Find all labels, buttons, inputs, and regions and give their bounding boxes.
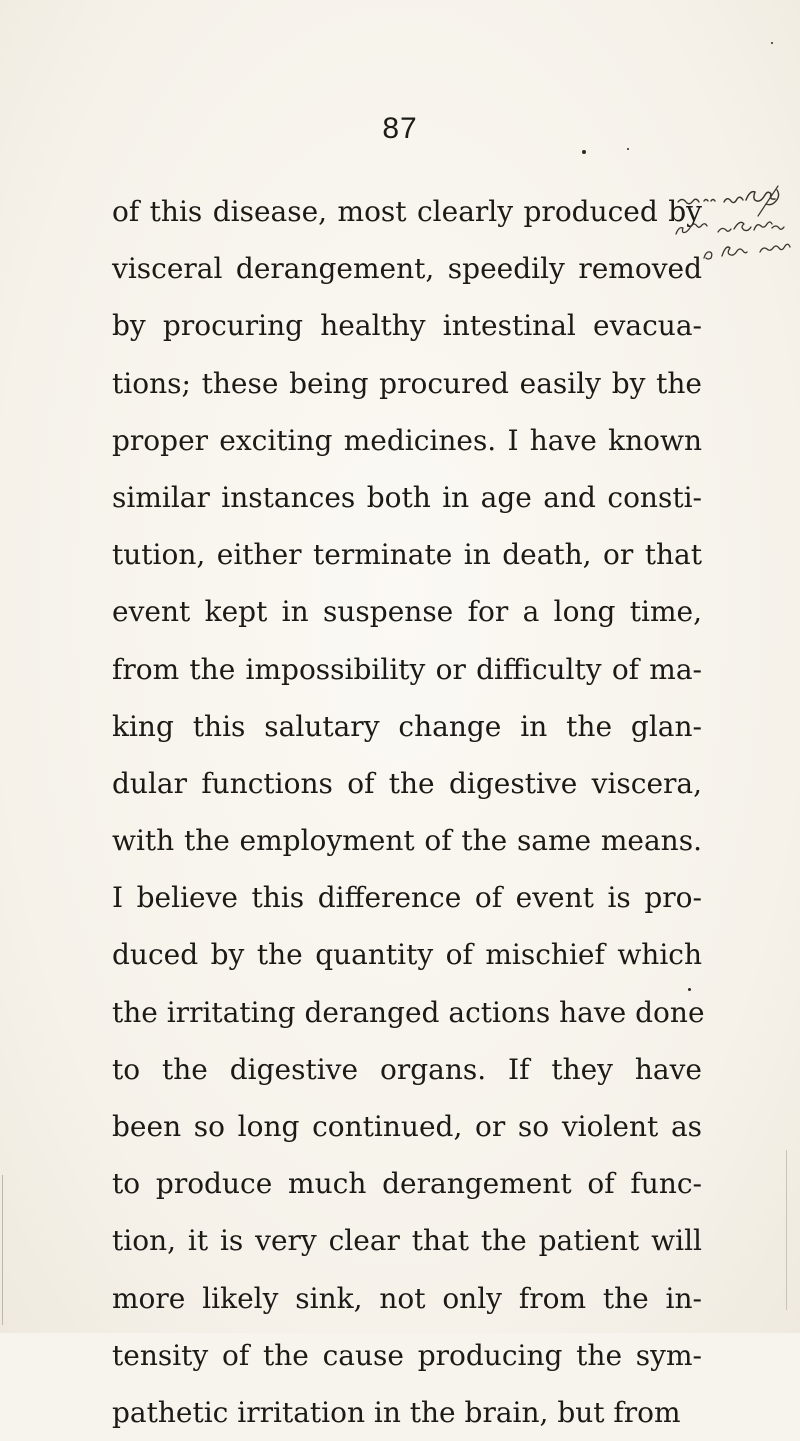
- text-line: king this salutary change in the glan-: [112, 709, 702, 743]
- text-line: pathetic irritation in the brain, but from: [112, 1395, 681, 1429]
- text-line: of this disease, most clearly produced by: [112, 195, 702, 228]
- text-line: the irritating deranged actions have done: [112, 995, 705, 1029]
- page-edge-mark: [2, 1175, 3, 1325]
- text-line: similar instances both in age and consti-: [112, 480, 702, 514]
- text-line: proper exciting medicines. I have known: [112, 423, 702, 457]
- body-text: [112, 183, 705, 1441]
- ink-speck: [771, 42, 773, 44]
- text-line: to the digestive organs. If they have: [112, 1052, 702, 1086]
- text-line: to produce much derangement of func-: [112, 1167, 702, 1201]
- ink-speck: [582, 150, 586, 154]
- ink-speck: [627, 148, 629, 150]
- text-line: been so long continued, or so violent as: [112, 1110, 702, 1143]
- text-line: tions; these being procured easily by the: [112, 366, 702, 400]
- text-line: visceral derangement, speedily removed: [112, 252, 702, 286]
- text-line: by procuring healthy intestinal evacua-: [112, 309, 702, 343]
- text-line: from the impossibility or difficulty of ma-: [112, 652, 702, 686]
- text-line: dular functions of the digestive viscera,: [112, 766, 702, 800]
- text-line: tution, either terminate in death, or that: [112, 538, 702, 572]
- page-number: 87: [382, 112, 418, 145]
- text-line: with the employment of the same means.: [112, 824, 702, 858]
- text-line: tensity of the cause producing the sym-: [112, 1338, 702, 1372]
- page-edge-mark: [786, 1150, 787, 1310]
- text-line: event kept in suspense for a long time,: [112, 595, 702, 629]
- handwritten-annotation: [674, 182, 794, 262]
- ink-speck: [688, 988, 691, 991]
- text-line: tion, it is very clear that the patient will: [112, 1224, 702, 1258]
- text-line: more likely sink, not only from the in-: [112, 1281, 702, 1315]
- text-line: duced by the quantity of mischief which: [112, 938, 702, 972]
- text-line: I believe this difference of event is pro-: [112, 881, 702, 915]
